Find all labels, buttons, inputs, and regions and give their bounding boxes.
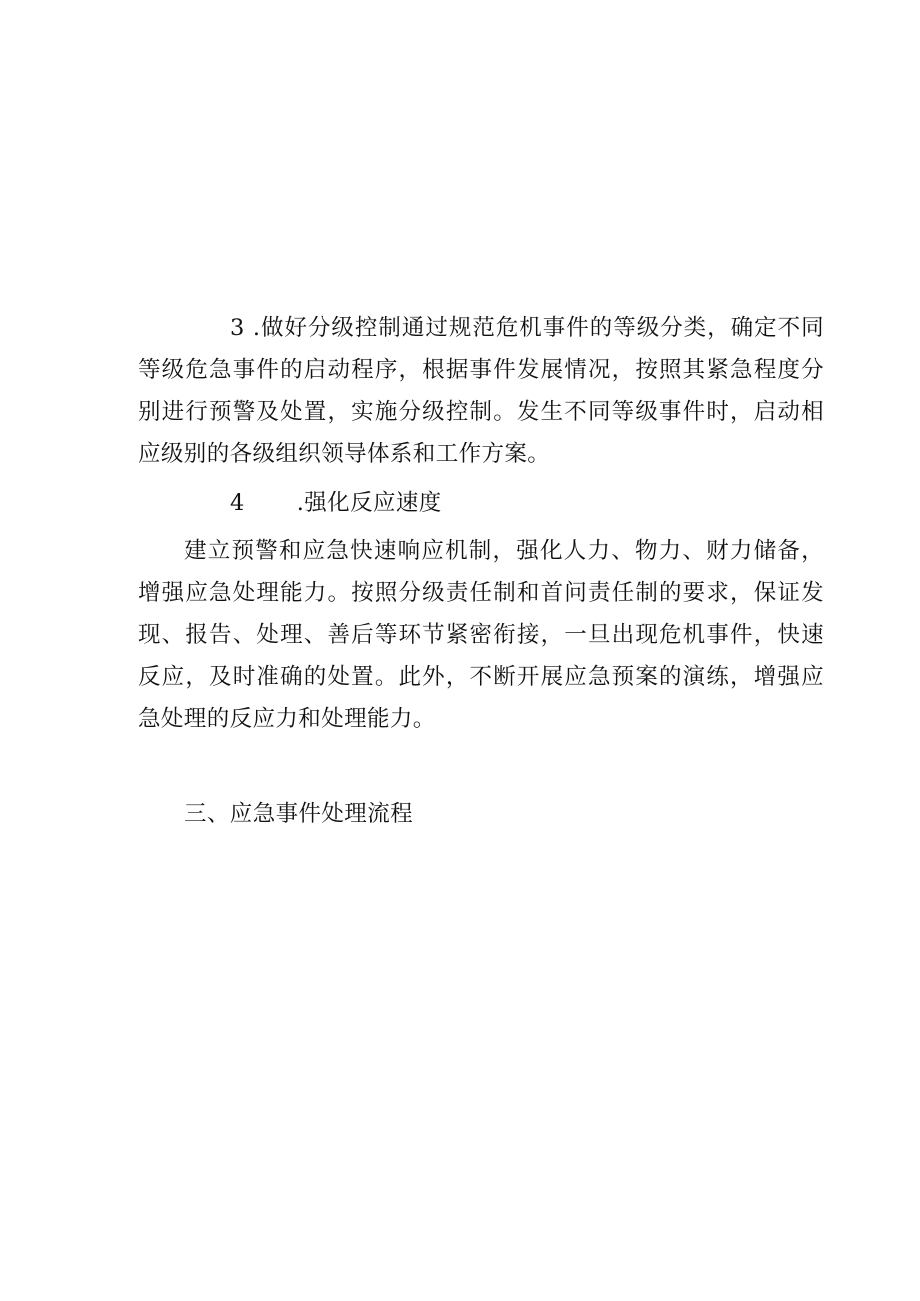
section-3-text: .做好分级控制通过规范危机事件的等级分类，确定不同等级危急事件的启动程序，根据事件发展情况，按照其紧急程度分别进行预警及处置，实施分级控制。发生不同等级事件时，启动相应级别的各级组织领导体系和工作方案。 xyxy=(138,315,824,467)
section-3-paragraph xyxy=(138,307,824,475)
section-4-paragraph: 建立预警和应急快速响应机制，强化人力、物力、财力储备，增强应急处理能力。按照分级责任制和首问责任制的要求，保证发现、报告、处理、善后等环节紧密衔接，一旦出现危机事件，快速反应，及时准确的处置。此外，不断开展应急预案的演练，增强应急处理的反应力和处理能力。 xyxy=(138,538,824,732)
section-3-number: 3 xyxy=(230,315,245,341)
section-4-title: .强化反应速度 xyxy=(296,490,442,516)
section-4-heading xyxy=(138,482,824,524)
chapter-3-heading: 三、应急事件处理流程 xyxy=(184,801,414,827)
section-4-number: 4 xyxy=(230,490,245,516)
